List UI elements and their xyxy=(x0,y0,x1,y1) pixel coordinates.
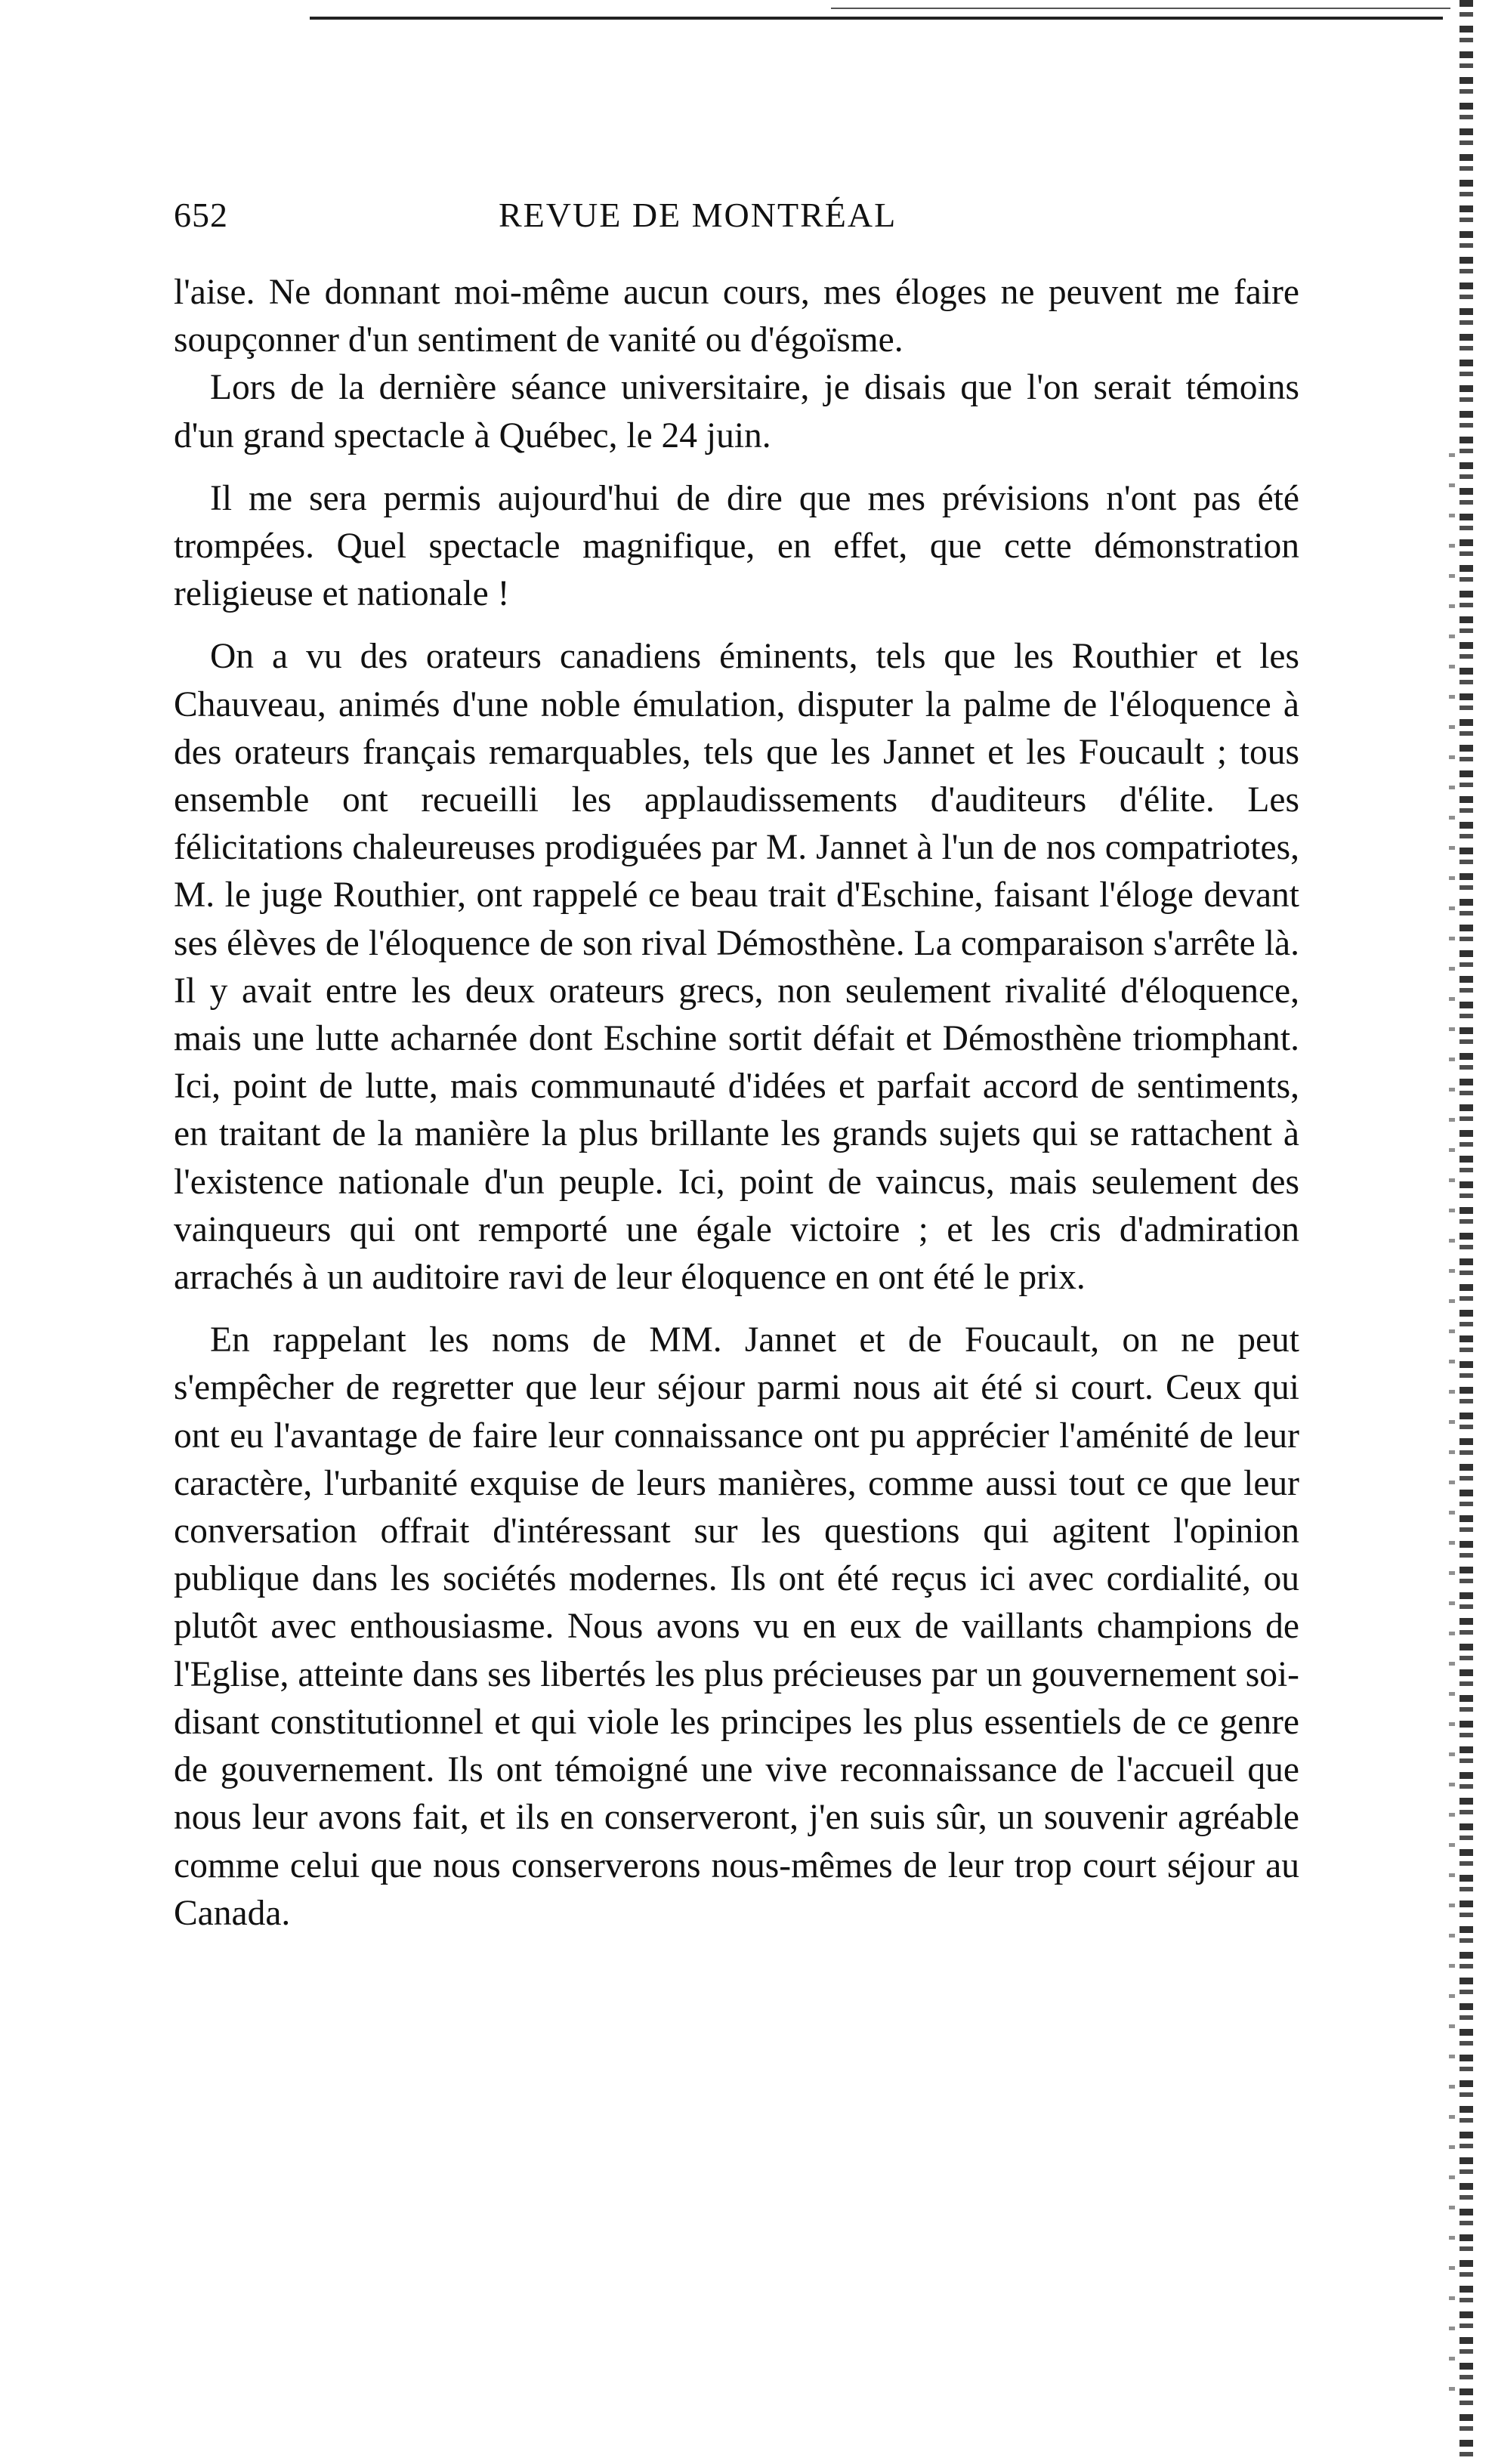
scan-right-edge xyxy=(1459,0,1473,2464)
scan-right-edge-marks xyxy=(1449,453,1455,2417)
paragraph: Il me sera permis aujourd'hui de dire que mes prévisions n'ont pas été trompées. Quel spectacle magnifique, en effet, que cette démonstration religieuse et nationale ! xyxy=(174,478,1299,614)
scan-edge-line xyxy=(831,8,1450,9)
paragraph: Lors de la dernière séance universitaire, je disais que l'on serait témoins d'un grand spectacle à Québec, le 24 juin. xyxy=(174,368,1299,455)
top-rule xyxy=(310,17,1443,20)
paragraph: l'aise. Ne donnant moi-même aucun cours, mes éloges ne peuvent me faire soupçonner d'un sentiment de vanité ou d'égoïsme. xyxy=(174,273,1299,360)
paragraph: En rappelant les noms de MM. Jannet et de Foucault, on ne peut s'empêcher de regretter que leur séjour parmi nous ait été si court. Ceux qui ont eu l'avantage de faire leur connaissance ont pu apprécier l'aménité de leur caractère, l'urbanité exquise de leurs manières, comme aussi tout ce que leur conversation offrait d'intéressant sur les questions qui agitent l'opinion publique dans les sociétés modernes. Ils ont été reçus ici avec cordialité, ou plutôt avec enthousiasme. Nous avons vu en eux de vaillants champions de l'Eglise, atteinte dans ses libertés les plus précieuses par un gouvernement soi-disant constitutionnel et qui viole les principes les plus essentiels de ce genre de gouvernement. Ils ont témoigné une vive reconnaissance de l'accueil que nous leur avons fait, et ils en conserveront, j'en suis sûr, un souvenir agréable comme celui que nous conserverons nous-mêmes de leur trop court séjour au Canada. xyxy=(174,1320,1299,1933)
page-body xyxy=(174,269,1299,1938)
page-number: 652 xyxy=(174,196,228,234)
paragraph: On a vu des orateurs canadiens éminents, tels que les Routhier et les Chauveau, animés d'une noble émulation, disputer la palme de l'éloquence à des orateurs français remarquables, tels que les Jannet et les Foucault ; tous ensemble ont recueilli les applaudissements d'auditeurs d'élite. Les félicitations chaleureuses prodiguées par M. Jannet à l'un de nos compatriotes, M. le juge Routhier, ont rappelé ce beau trait d'Eschine, faisant l'éloge devant ses élèves de l'éloquence de son rival Démosthène. La comparaison s'arrête là. Il y avait entre les deux orateurs grecs, non seulement rivalité d'éloquence, mais une lutte acharnée dont Eschine sortit défait et Démosthène triomphant. Ici, point de lutte, mais communauté d'idées et parfait accord de sentiments, en traitant de la manière la plus brillante les grands sujets qui se rattachent à l'existence nationale d'un peuple. Ici, point de vaincus, mais seulement des vainqueurs qui ont remporté une égale victoire ; et les cris d'admiration arrachés à un auditoire ravi de leur éloquence en ont été le prix. xyxy=(174,637,1299,1298)
page-header xyxy=(174,195,1292,248)
running-title: REVUE DE MONTRÉAL xyxy=(499,196,897,234)
